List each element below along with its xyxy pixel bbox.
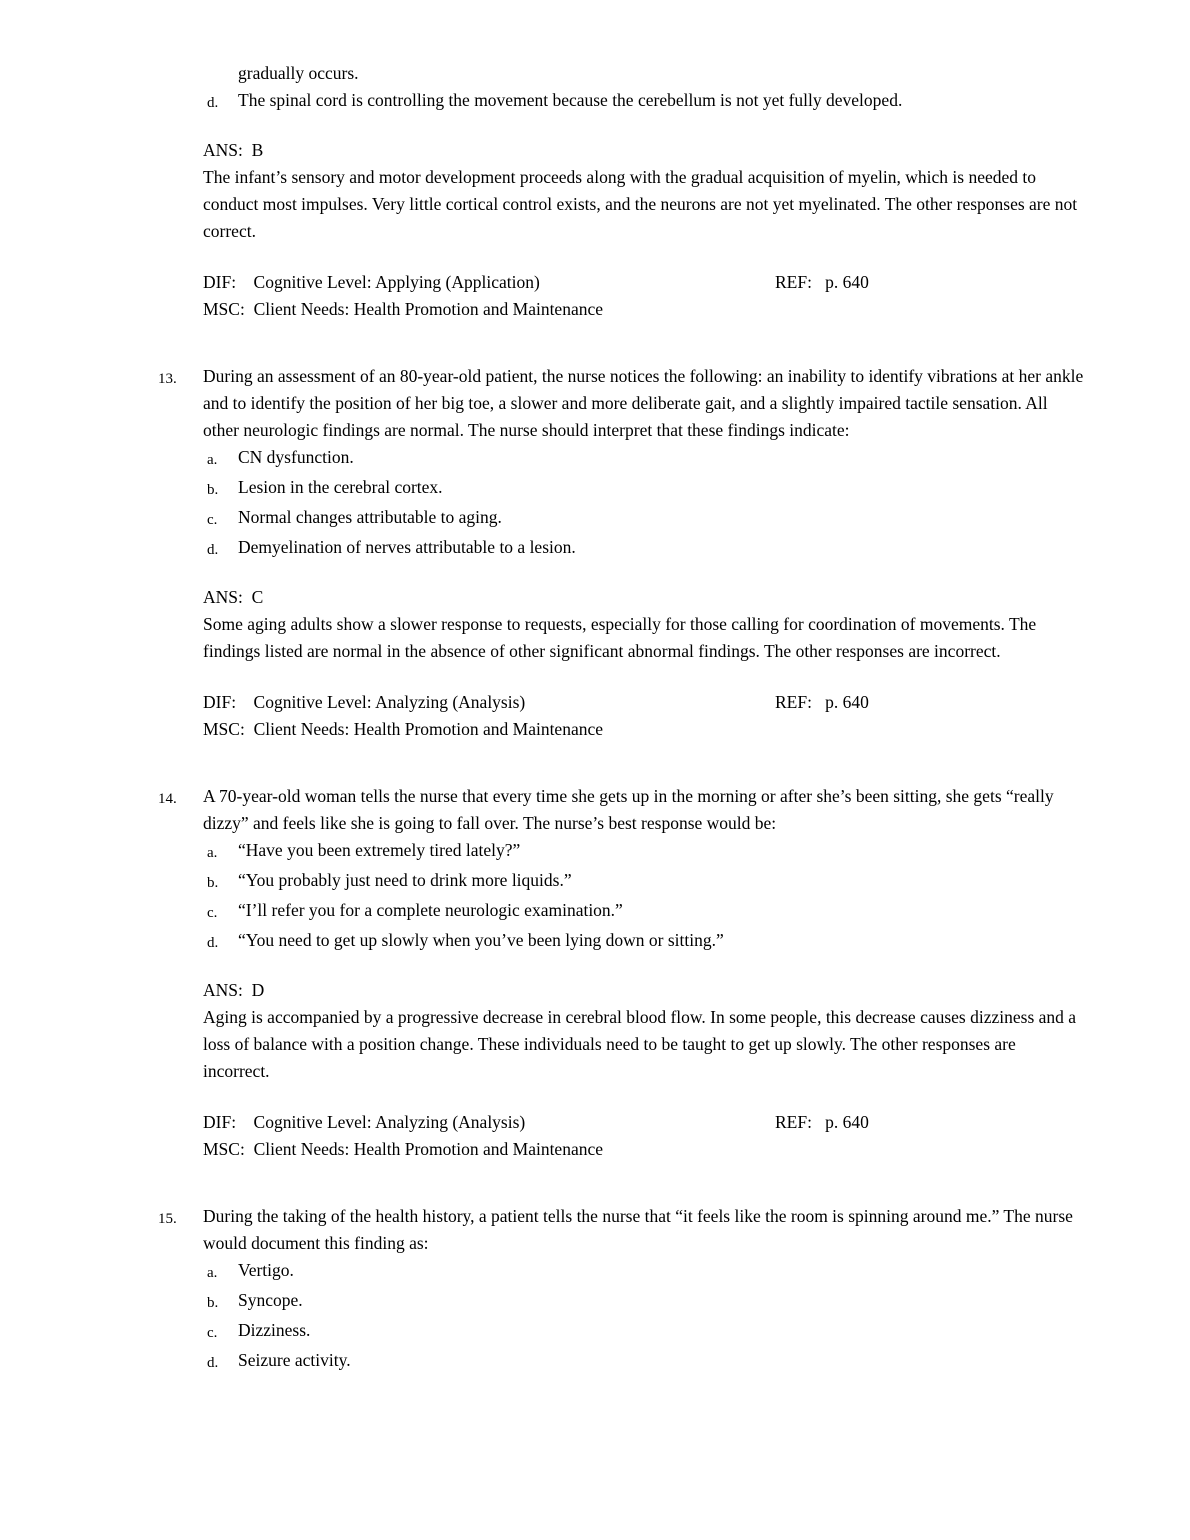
rationale-text: Some aging adults show a slower response to requests, especially for those calling for coordination of movements. The findings listed are normal in the absence of other significant abnormal findings. The other responses are incorrect. <box>203 614 1037 661</box>
options-list <box>203 444 1085 564</box>
option-text: Syncope. <box>238 1290 303 1310</box>
option-letter: a. <box>207 1265 218 1281</box>
answer-label: ANS: C <box>203 587 264 607</box>
dif-line: DIF: Cognitive Level: Analyzing (Analysis) <box>203 692 526 712</box>
options-list <box>203 837 1085 957</box>
question-number: 15. <box>158 1211 177 1227</box>
question-number: 13. <box>158 371 177 387</box>
answer-option <box>203 837 1085 867</box>
answer-label: ANS: D <box>203 980 265 1000</box>
ref-line: REF: p. 640 <box>775 1112 869 1132</box>
option-letter: d. <box>207 1355 219 1371</box>
answer-block <box>203 977 1085 1085</box>
dif-block <box>203 1109 1085 1163</box>
option-text: “I’ll refer you for a complete neurologic examination.” <box>238 900 623 920</box>
option-text: Seizure activity. <box>238 1350 351 1370</box>
answer-option <box>203 1257 1085 1287</box>
answer-option <box>203 87 1085 117</box>
rationale-text: Aging is accompanied by a progressive decrease in cerebral blood flow. In some people, this decrease causes dizziness and a loss of balance with a position change. These individuals need to be taught to get up slowly. The other responses are incorrect. <box>203 1007 1077 1081</box>
options-list <box>203 1257 1085 1377</box>
dif-line: DIF: Cognitive Level: Applying (Application) <box>203 272 540 292</box>
option-letter: b. <box>207 482 219 498</box>
option-text: CN dysfunction. <box>238 447 354 467</box>
question-item <box>158 1203 1085 1377</box>
answer-block <box>203 584 1085 665</box>
ref-line: REF: p. 640 <box>775 692 869 712</box>
answer-option <box>203 897 1085 927</box>
answer-option <box>203 444 1085 474</box>
dif-block <box>203 689 1085 743</box>
question-item <box>158 783 1085 1163</box>
answer-option <box>203 1347 1085 1377</box>
option-letter: a. <box>207 845 218 861</box>
option-letter: c. <box>207 1325 218 1341</box>
answer-option <box>203 534 1085 564</box>
question-item <box>158 363 1085 743</box>
option-text: “You need to get up slowly when you’ve been lying down or sitting.” <box>238 930 724 950</box>
option-text: “You probably just need to drink more liquids.” <box>238 870 572 890</box>
question-stem: During the taking of the health history, a patient tells the nurse that “it feels like the room is spinning around me.” The nurse would document this finding as: <box>203 1206 1073 1253</box>
option-text: The spinal cord is controlling the movement because the cerebellum is not yet fully developed. <box>238 90 903 110</box>
option-text: Dizziness. <box>238 1320 311 1340</box>
option-letter: d. <box>207 95 219 111</box>
continuation-text: gradually occurs. <box>238 63 359 83</box>
option-text: “Have you been extremely tired lately?” <box>238 840 521 860</box>
option-text: Vertigo. <box>238 1260 294 1280</box>
answer-option <box>203 1317 1085 1347</box>
answer-block <box>203 137 1085 245</box>
question-fragment <box>203 60 1085 323</box>
option-letter: a. <box>207 452 218 468</box>
rationale-text: The infant’s sensory and motor development proceeds along with the gradual acquisition of myelin, which is needed to conduct most impulses. Very little cortical control exists, and the neurons are not yet myelinated. The other responses are not correct. <box>203 167 1078 241</box>
option-text: Lesion in the cerebral cortex. <box>238 477 443 497</box>
option-text: Demyelination of nerves attributable to a lesion. <box>238 537 576 557</box>
dif-block <box>203 269 1085 323</box>
msc-line: MSC: Client Needs: Health Promotion and Maintenance <box>203 719 604 739</box>
option-letter: c. <box>207 512 218 528</box>
answer-label: ANS: B <box>203 140 264 160</box>
question-stem: A 70-year-old woman tells the nurse that every time she gets up in the morning or after she’s been sitting, she gets “really dizzy” and feels like she is going to fall over. The nurse’s best response would be: <box>203 786 1054 833</box>
ref-line: REF: p. 640 <box>775 272 869 292</box>
option-letter: c. <box>207 905 218 921</box>
msc-line: MSC: Client Needs: Health Promotion and Maintenance <box>203 299 604 319</box>
option-letter: d. <box>207 542 219 558</box>
option-letter: b. <box>207 875 219 891</box>
answer-option <box>203 927 1085 957</box>
dif-line: DIF: Cognitive Level: Analyzing (Analysis) <box>203 1112 526 1132</box>
msc-line: MSC: Client Needs: Health Promotion and Maintenance <box>203 1139 604 1159</box>
option-letter: b. <box>207 1295 219 1311</box>
question-stem: During an assessment of an 80-year-old patient, the nurse notices the following: an inability to identify vibrations at her ankle and to identify the position of her big toe, a slower and more deliberate gait, and a slightly impaired tactile sensation. All other neurologic findings are normal. The nurse should interpret that these findings indicate: <box>203 366 1084 440</box>
answer-option <box>203 504 1085 534</box>
option-text: Normal changes attributable to aging. <box>238 507 502 527</box>
question-number: 14. <box>158 791 177 807</box>
answer-option <box>203 474 1085 504</box>
option-letter: d. <box>207 935 219 951</box>
answer-option <box>203 1287 1085 1317</box>
answer-option <box>203 867 1085 897</box>
